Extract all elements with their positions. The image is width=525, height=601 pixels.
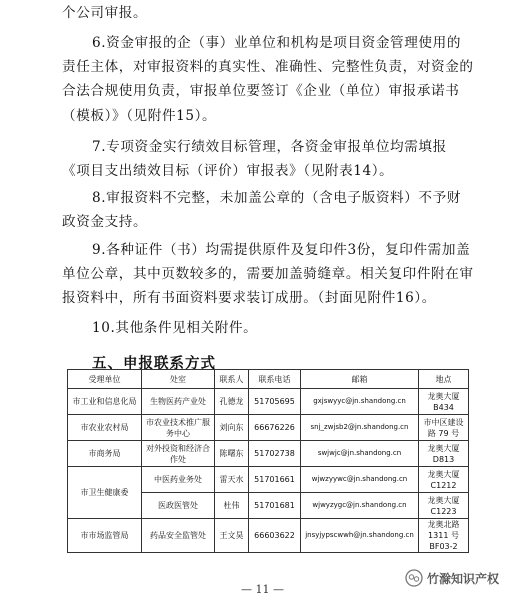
cell-contact: 陈曙东	[215, 441, 249, 467]
cell-location: 龙奥北路 1311 号 BF03-2	[419, 519, 469, 553]
cell-office: 对外投资和经济合作处	[142, 441, 215, 467]
paragraph-item-6: 6.资金审报的企（事）业单位和机构是项目资金管理使用的责任主体，对审报资料的真实性、准确性、完整性负责，对资金的合法合规使用负责，审报单位要签订《企业（单位）审报承诺书（模板）》（见附件15）。	[62, 35, 474, 124]
table-row	[68, 415, 469, 441]
cell-unit: 市商务局	[68, 441, 142, 467]
column-header-location: 地点	[419, 370, 469, 389]
section-title: 五、申报联系方式	[92, 356, 216, 372]
table-row	[68, 519, 469, 553]
cell-location: 市中区建设路 79 号	[419, 415, 469, 441]
cell-contact: 孔德龙	[215, 389, 249, 415]
paragraph-item-10: 10.其他条件见相关附件。	[92, 320, 258, 336]
cell-email: gxjswyyc@jn.shandong.cn	[301, 389, 419, 415]
cell-location: 龙奥大厦 D813	[419, 441, 469, 467]
paragraph-continuation: 个公司审报。	[62, 5, 148, 21]
column-header-phone: 联系电话	[249, 370, 301, 389]
cell-office: 市农业技术推广服务中心	[142, 415, 215, 441]
cell-phone: 51701681	[249, 493, 301, 519]
cell-contact: 杜伟	[215, 493, 249, 519]
cell-unit: 市工业和信息化局	[68, 389, 142, 415]
cell-phone: 66676226	[249, 415, 301, 441]
cell-phone: 66603622	[249, 519, 301, 553]
table-row	[68, 389, 469, 415]
column-header-unit: 受理单位	[68, 370, 142, 389]
cell-unit: 市卫生健康委	[68, 467, 142, 519]
cell-contact: 王文昊	[215, 519, 249, 553]
cell-office: 医政医管处	[142, 493, 215, 519]
cell-phone: 51701661	[249, 467, 301, 493]
contact-table	[67, 369, 469, 553]
cell-unit: 市农业农村局	[68, 415, 142, 441]
column-header-contact: 联系人	[215, 370, 249, 389]
cell-office: 中医药业务处	[142, 467, 215, 493]
cell-office: 生物医药产业处	[142, 389, 215, 415]
cell-location: 龙奥大厦 B434	[419, 389, 469, 415]
page-number: — 11 —	[241, 583, 284, 596]
cell-phone: 51702738	[249, 441, 301, 467]
table-header-row	[68, 370, 469, 389]
cell-email: wjwzyywc@jn.shandong.cn	[301, 467, 419, 493]
cell-contact: 雷天水	[215, 467, 249, 493]
cell-location: 龙奥大厦 C1212	[419, 467, 469, 493]
paragraph-item-8: 8.审报资料不完整，未加盖公章的（含电子版资料）不予财政资金支持。	[62, 190, 462, 231]
cell-office: 药品安全监管处	[142, 519, 215, 553]
watermark-text: 竹滁知识产权	[427, 571, 500, 586]
table-row	[68, 441, 469, 467]
cell-email: swjwjc@jn.shandong.cn	[301, 441, 419, 467]
paragraph-item-9: 9.各种证件（书）均需提供原件及复印件3份，复印件需加盖单位公章，其中页数较多的，需要加盖骑缝章。相关复印件附在审报资料中，所有书面资料要求装订成册。（封面见附件16）。	[62, 242, 474, 307]
table-row	[68, 467, 469, 493]
column-header-office: 处室	[142, 370, 215, 389]
cell-phone: 51705695	[249, 389, 301, 415]
cell-location: 龙奥大厦 C1223	[419, 493, 469, 519]
cell-email: jnsyjypscwwh@jn.shandong.cn	[301, 519, 419, 553]
column-header-email: 邮箱	[301, 370, 419, 389]
cell-email: snj_zwjsb2@jn.shandong.cn	[301, 415, 419, 441]
cell-contact: 刘向东	[215, 415, 249, 441]
cell-email: wjwyzygc@jn.shandong.cn	[301, 493, 419, 519]
cell-unit: 市市场监管局	[68, 519, 142, 553]
paragraph-item-7: 7.专项资金实行绩效目标管理，各资金审报单位均需填报《项目支出绩效目标（评价）审报表》（见附表14）。	[62, 139, 447, 180]
